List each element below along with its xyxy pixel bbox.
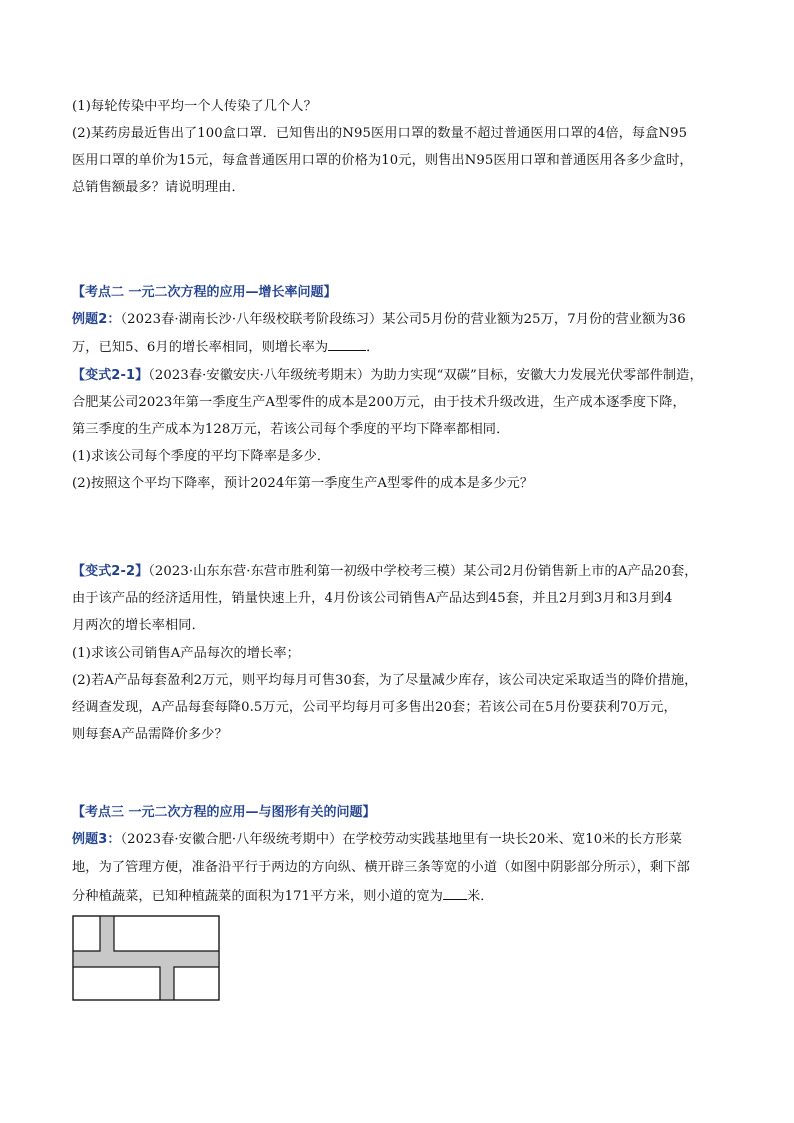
variant-2-1-line2: 合肥某公司2023年第一季度生产A型零件的成本是200万元，由于技术升级改进，生产成本逐季度下降， xyxy=(72,395,686,410)
q1-part1: (1)每轮传染中平均一个人传染了几个人？ xyxy=(72,99,317,114)
example3-label: 例题3： xyxy=(72,832,121,847)
lower-vertical-road xyxy=(160,966,174,999)
q1-part2-line2: 医用口罩的单价为15元，每盒普通医用口罩的价格为10元，则售出N95医用口罩和普通医用各多少盒时， xyxy=(72,153,693,168)
variant-2-2-q2-line3: 则每套A产品需降价多少？ xyxy=(72,727,228,742)
variant-2-2-label: 【变式2-2】 xyxy=(72,564,149,579)
variant-2-2-line2: 由于该产品的经济适用性，销量快速上升，4月份该公司销售A产品达到45套，并且2月到3月和3月到4 xyxy=(72,591,673,606)
q1-part2-line1: (2)某药房最近售出了100盒口罩．已知售出的N95医用口罩的数量不超过普通医用口罩的4倍，每盒N95 xyxy=(72,126,688,141)
section2-heading: 【考点二 一元二次方程的应用—增长率问题】 xyxy=(72,285,337,300)
variant-2-2-q2-line2: 经调查发现，A产品每套每降0.5万元，公司平均每月可多售出20套；若该公司在5月份要获利70万元， xyxy=(72,700,677,715)
section3-example-line3 xyxy=(72,887,732,906)
example2-text-1: （2023春·湖南长沙·八年级校联考阶段练习）某公司5月份的营业额为25万，7月份的营业额为36 xyxy=(120,312,686,327)
section3-heading: 【考点三 一元二次方程的应用—与图形有关的问题】 xyxy=(72,805,376,820)
variant-2-1-text-1: （2023春·安徽安庆·八年级统考期末）为助力实现“双碳”目标，安徽大力发展光伏零部件制造， xyxy=(148,368,703,383)
variant-2-2-q2-line1: (2)若A产品每套盈利2万元，则平均每月可售30套，为了尽量减少库存，该公司决定采取适当的降价措施， xyxy=(72,673,698,688)
example2-label: 例题2： xyxy=(72,312,121,327)
variant-2-2-text-1: （2023·山东东营·东营市胜利第一初级中学校考三模）某公司2月份销售新上市的A产品20套， xyxy=(148,564,698,579)
variant-2-1-label: 【变式2-1】 xyxy=(72,368,149,383)
section3-example-line1 xyxy=(72,831,732,849)
example3-text-1: （2023春·安徽合肥·八年级统考期中）在学校劳动实践基地里有一块长20米、宽10米的长方形菜 xyxy=(120,832,682,847)
variant-2-2-line1 xyxy=(72,563,732,581)
answer-blank xyxy=(328,338,366,351)
example3-text-3-end: 米． xyxy=(466,889,494,904)
variant-2-2-line3: 月两次的增长率相同． xyxy=(72,618,205,633)
horizontal-road xyxy=(74,951,219,967)
example3-text-3: 分种植蔬菜，已知种植蔬菜的面积为171平方米，则小道的宽为 xyxy=(72,889,443,904)
variant-2-1-line3: 第三季度的生产成本为128万元，若该公司每个季度的平均下降率都相同． xyxy=(72,422,510,437)
section2-example-line1 xyxy=(72,311,732,329)
example2-text-2: 万，已知5、6月的增长率相同，则增长率为 xyxy=(72,340,329,355)
example2-text-2-end: ． xyxy=(366,340,380,355)
vegetable-plot-figure xyxy=(72,915,222,1003)
section3-example-line2: 地，为了管理方便，准备沿平行于两边的方向纵、横开辟三条等宽的小道（如图中阴影部分所示），剩下部 xyxy=(72,860,690,875)
variant-2-2-q1: (1)求该公司销售A产品每次的增长率； xyxy=(72,646,300,661)
answer-blank-2 xyxy=(443,887,467,900)
section2-example-line2 xyxy=(72,338,732,357)
variant-2-1-line1 xyxy=(72,367,732,385)
variant-2-1-q2: (2)按照这个平均下降率，预计2024年第一季度生产A型零件的成本是多少元？ xyxy=(72,476,534,491)
variant-2-1-q1: (1)求该公司每个季度的平均下降率是多少． xyxy=(72,449,331,464)
q1-part2-line3: 总销售额最多？请说明理由． xyxy=(72,180,245,195)
upper-vertical-road xyxy=(100,917,114,952)
